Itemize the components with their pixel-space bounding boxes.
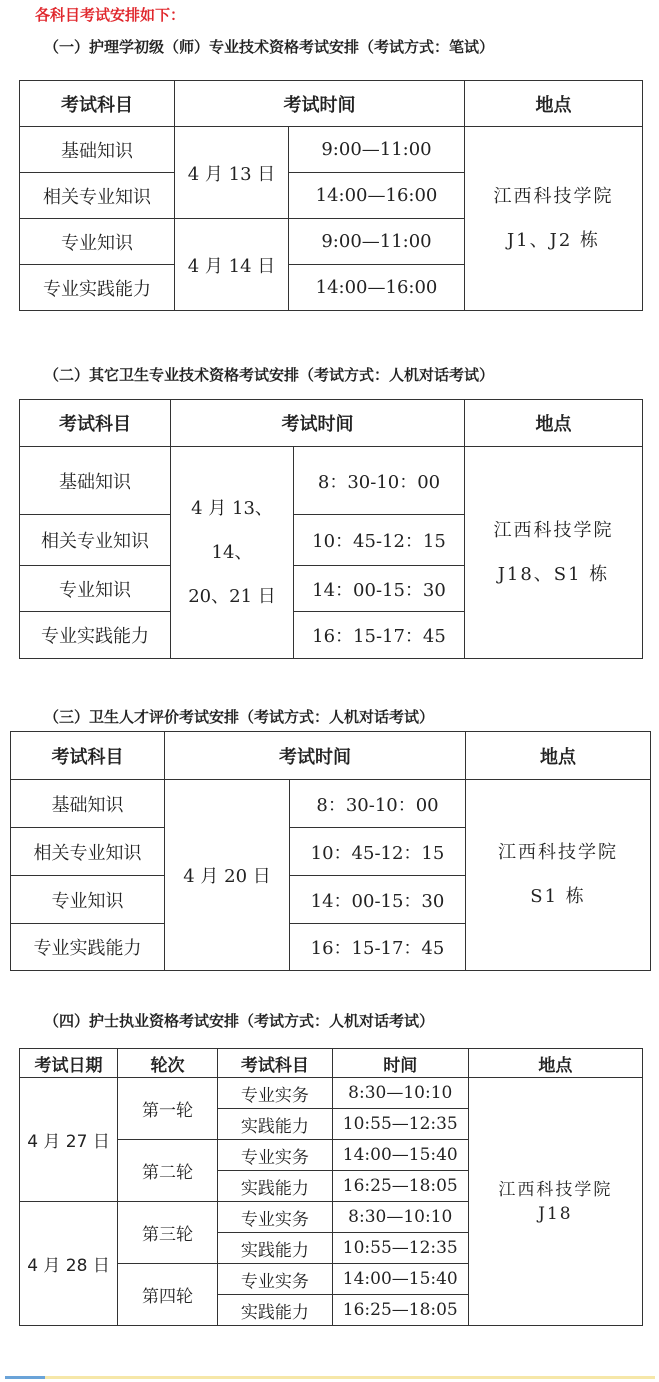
time-cell: 8：30-10：00 (290, 780, 466, 828)
header-location: 地点 (465, 81, 643, 127)
page-heading: 各科目考试安排如下： (35, 6, 186, 24)
date-cell: 4 月 13 日 (175, 127, 289, 219)
table-row (20, 127, 643, 173)
header-subject: 考试科目 (218, 1049, 333, 1078)
header-location: 地点 (468, 1049, 642, 1078)
time-cell: 10:55—12:35 (332, 1109, 468, 1140)
subject-cell: 专业实务 (218, 1078, 333, 1109)
subject-cell: 相关专业知识 (20, 515, 171, 566)
location-cell (465, 447, 643, 659)
location-cell (468, 1078, 642, 1326)
time-cell: 14：00-15：30 (290, 876, 466, 924)
header-time: 时间 (332, 1049, 468, 1078)
time-cell: 10：45-12：15 (294, 515, 465, 566)
subject-cell: 专业实务 (218, 1264, 333, 1295)
time-cell: 9:00—11:00 (289, 127, 465, 173)
location-line: 江西科技学院 (493, 185, 614, 207)
location-line: J18 (538, 1203, 573, 1224)
table-row (20, 447, 643, 515)
subject-cell: 实践能力 (218, 1295, 333, 1326)
round-cell: 第一轮 (118, 1078, 218, 1140)
date-cell: 4 月 27 日 (20, 1078, 118, 1202)
time-cell: 16：15-17：45 (294, 612, 465, 659)
time-cell: 14:00—15:40 (332, 1264, 468, 1295)
section3-title: （三）卫生人才评价考试安排（考试方式：人机对话考试） (44, 708, 435, 726)
divider-accent (5, 1376, 45, 1379)
location-line: 江西科技学院 (498, 842, 618, 863)
subject-cell: 专业实践能力 (11, 924, 165, 971)
subject-cell: 专业知识 (11, 876, 165, 924)
table-row (20, 1078, 643, 1109)
header-time: 考试时间 (165, 732, 466, 780)
header-time: 考试时间 (175, 81, 465, 127)
header-location: 地点 (465, 400, 643, 447)
header-round: 轮次 (118, 1049, 218, 1078)
subject-cell: 实践能力 (218, 1171, 333, 1202)
location-cell (466, 780, 651, 971)
time-cell: 10：45-12：15 (290, 828, 466, 876)
section2-table (19, 399, 643, 659)
location-cell (465, 127, 643, 311)
time-cell: 8:30—10:10 (332, 1078, 468, 1109)
location-line: S1 栋 (530, 886, 586, 907)
date-cell: 4 月 14 日 (175, 219, 289, 311)
round-cell: 第三轮 (118, 1202, 218, 1264)
section4-title: （四）护士执业资格考试安排（考试方式：人机对话考试） (44, 1012, 435, 1030)
header-subject: 考试科目 (11, 732, 165, 780)
time-cell: 14：00-15：30 (294, 566, 465, 612)
subject-cell: 相关专业知识 (20, 173, 175, 219)
header-location: 地点 (466, 732, 651, 780)
section1-table (19, 80, 643, 311)
time-cell: 16:25—18:05 (332, 1171, 468, 1202)
section2-title: （二）其它卫生专业技术资格考试安排（考试方式：人机对话考试） (44, 366, 495, 384)
subject-cell: 实践能力 (218, 1109, 333, 1140)
time-cell: 14:00—16:00 (289, 173, 465, 219)
time-cell: 9:00—11:00 (289, 219, 465, 265)
subject-cell: 专业实践能力 (20, 612, 171, 659)
header-time: 考试时间 (171, 400, 465, 447)
subject-cell: 专业知识 (20, 566, 171, 612)
subject-cell: 基础知识 (20, 127, 175, 173)
section3-table (10, 731, 651, 971)
section4-table (19, 1048, 643, 1326)
header-date: 考试日期 (20, 1049, 118, 1078)
subject-cell: 专业实务 (218, 1140, 333, 1171)
location-line: 江西科技学院 (493, 519, 614, 541)
section1-title: （一）护理学初级（师）专业技术资格考试安排（考试方式：笔试） (44, 38, 495, 56)
time-cell: 16:25—18:05 (332, 1295, 468, 1326)
date-line: 20、21 日 (188, 585, 276, 607)
date-cell: 4 月 20 日 (165, 780, 290, 971)
time-cell: 10:55—12:35 (332, 1233, 468, 1264)
subject-cell: 实践能力 (218, 1233, 333, 1264)
location-line: J18、S1 栋 (497, 563, 610, 585)
time-cell: 8：30-10：00 (294, 447, 465, 515)
subject-cell: 专业知识 (20, 219, 175, 265)
subject-cell: 相关专业知识 (11, 828, 165, 876)
time-cell: 14:00—15:40 (332, 1140, 468, 1171)
subject-cell: 基础知识 (20, 447, 171, 515)
date-cell (171, 447, 294, 659)
header-subject: 考试科目 (20, 81, 175, 127)
date-cell: 4 月 28 日 (20, 1202, 118, 1326)
time-cell: 16：15-17：45 (290, 924, 466, 971)
subject-cell: 专业实务 (218, 1202, 333, 1233)
round-cell: 第二轮 (118, 1140, 218, 1202)
time-cell: 8:30—10:10 (332, 1202, 468, 1233)
subject-cell: 专业实践能力 (20, 265, 175, 311)
header-subject: 考试科目 (20, 400, 171, 447)
divider-bar (45, 1376, 655, 1379)
location-line: J1、J2 栋 (506, 229, 601, 251)
subject-cell: 基础知识 (11, 780, 165, 828)
date-line: 4 月 13、14、 (191, 497, 273, 563)
location-line: 江西科技学院 (498, 1179, 613, 1200)
round-cell: 第四轮 (118, 1264, 218, 1326)
table-row (11, 780, 651, 828)
time-cell: 14:00—16:00 (289, 265, 465, 311)
bottom-divider (5, 1376, 655, 1382)
